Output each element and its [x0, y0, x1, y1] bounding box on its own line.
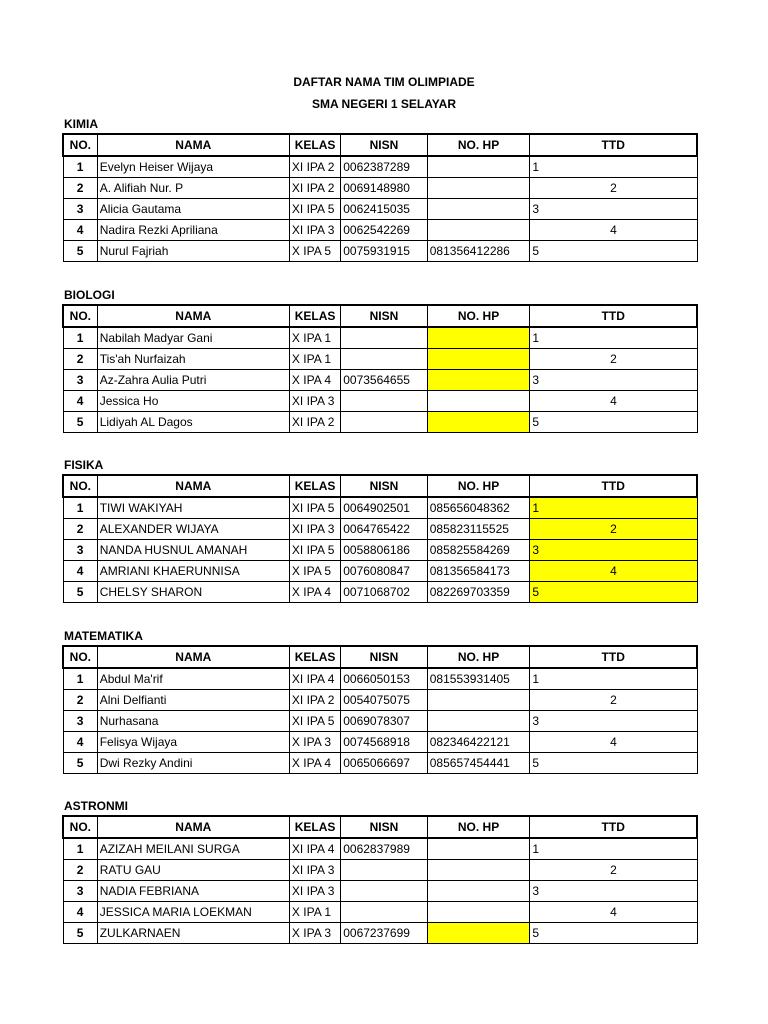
cell-nama: Alni Delfianti	[97, 690, 289, 711]
cell-hp: 081356584173	[427, 561, 530, 582]
cell-hp	[427, 711, 530, 732]
column-header-no: NO.	[63, 816, 97, 838]
section-matematika	[62, 628, 698, 774]
cell-nisn: 0054075075	[341, 690, 428, 711]
cell-nisn: 0062415035	[341, 199, 428, 220]
cell-no: 3	[63, 540, 97, 561]
cell-nama: Nurhasana	[97, 711, 289, 732]
table-row	[63, 370, 697, 391]
cell-hp	[427, 860, 530, 881]
table-row	[63, 349, 697, 370]
table-header-row	[63, 134, 697, 156]
cell-hp: 085825584269	[427, 540, 530, 561]
cell-ttd: 4	[530, 732, 697, 753]
cell-ttd: 1	[530, 497, 697, 519]
cell-no: 5	[63, 753, 97, 774]
section-biologi	[62, 287, 698, 433]
cell-nisn: 0069148980	[341, 178, 428, 199]
table-row	[63, 902, 697, 923]
school-name: SMA NEGERI 1 SELAYAR	[311, 97, 457, 111]
table-header-row	[63, 475, 697, 497]
cell-nisn	[341, 881, 428, 902]
cell-kelas: X IPA 1	[289, 349, 340, 370]
cell-kelas: X IPA 4	[289, 370, 340, 391]
cell-kelas: X IPA 3	[289, 923, 340, 944]
cell-hp	[427, 923, 530, 944]
column-header-ttd: TTD	[530, 816, 697, 838]
table-row	[63, 519, 697, 540]
cell-no: 1	[63, 838, 97, 860]
cell-kelas: XI IPA 2	[289, 156, 340, 178]
cell-ttd: 5	[530, 582, 697, 603]
cell-ttd: 1	[530, 327, 697, 349]
column-header-hp: NO. HP	[427, 646, 530, 668]
cell-no: 5	[63, 923, 97, 944]
cell-no: 5	[63, 412, 97, 433]
cell-hp: 085656048362	[427, 497, 530, 519]
table-row	[63, 711, 697, 732]
column-header-no: NO.	[63, 475, 97, 497]
cell-no: 2	[63, 178, 97, 199]
table-row	[63, 668, 697, 690]
cell-kelas: XI IPA 3	[289, 860, 340, 881]
cell-no: 4	[63, 902, 97, 923]
cell-nama: NANDA HUSNUL AMANAH	[97, 540, 289, 561]
cell-kelas: X IPA 5	[289, 561, 340, 582]
column-header-ttd: TTD	[530, 646, 697, 668]
cell-nisn	[341, 349, 428, 370]
cell-nisn: 0069078307	[341, 711, 428, 732]
cell-nisn: 0062387289	[341, 156, 428, 178]
column-header-ttd: TTD	[530, 305, 697, 327]
column-header-hp: NO. HP	[427, 475, 530, 497]
cell-hp: 082269703359	[427, 582, 530, 603]
cell-nama: AMRIANI KHAERUNNISA	[97, 561, 289, 582]
column-header-kelas: KELAS	[289, 816, 340, 838]
cell-ttd: 3	[530, 881, 697, 902]
cell-hp	[427, 370, 530, 391]
cell-no: 1	[63, 668, 97, 690]
cell-kelas: X IPA 5	[289, 241, 340, 262]
cell-nama: TIWI WAKIYAH	[97, 497, 289, 519]
cell-hp	[427, 881, 530, 902]
cell-kelas: XI IPA 3	[289, 220, 340, 241]
column-header-nisn: NISN	[341, 134, 428, 156]
cell-no: 2	[63, 519, 97, 540]
column-header-nama: NAMA	[97, 134, 289, 156]
column-header-hp: NO. HP	[427, 134, 530, 156]
section-label: BIOLOGI	[64, 288, 115, 302]
cell-ttd: 3	[530, 540, 697, 561]
cell-nama: Evelyn Heiser Wijaya	[97, 156, 289, 178]
cell-ttd: 3	[530, 370, 697, 391]
table-row	[63, 753, 697, 774]
cell-nama: Nabilah Madyar Gani	[97, 327, 289, 349]
cell-nama: Dwi Rezky Andini	[97, 753, 289, 774]
cell-hp: 081356412286	[427, 241, 530, 262]
cell-nama: ZULKARNAEN	[97, 923, 289, 944]
cell-ttd: 3	[530, 711, 697, 732]
cell-nama: Jessica Ho	[97, 391, 289, 412]
cell-kelas: XI IPA 2	[289, 178, 340, 199]
table-row	[63, 923, 697, 944]
cell-ttd: 5	[530, 753, 697, 774]
cell-nisn	[341, 391, 428, 412]
table-row	[63, 497, 697, 519]
table-header-row	[63, 646, 697, 668]
cell-ttd: 4	[530, 220, 697, 241]
column-header-no: NO.	[63, 305, 97, 327]
cell-no: 4	[63, 561, 97, 582]
cell-nama: Lidiyah AL Dagos	[97, 412, 289, 433]
table-row	[63, 838, 697, 860]
roster-table	[62, 474, 698, 603]
cell-kelas: X IPA 1	[289, 902, 340, 923]
cell-hp	[427, 178, 530, 199]
cell-nama: AZIZAH MEILANI SURGA	[97, 838, 289, 860]
cell-hp	[427, 690, 530, 711]
cell-no: 1	[63, 156, 97, 178]
cell-no: 3	[63, 881, 97, 902]
cell-nama: Az-Zahra Aulia Putri	[97, 370, 289, 391]
table-row	[63, 199, 697, 220]
cell-kelas: X IPA 1	[289, 327, 340, 349]
cell-kelas: XI IPA 4	[289, 838, 340, 860]
column-header-nama: NAMA	[97, 475, 289, 497]
table-row	[63, 220, 697, 241]
table-row	[63, 327, 697, 349]
section-label: MATEMATIKA	[64, 629, 143, 643]
cell-ttd: 5	[530, 923, 697, 944]
cell-nama: ALEXANDER WIJAYA	[97, 519, 289, 540]
cell-nisn: 0062837989	[341, 838, 428, 860]
cell-no: 1	[63, 497, 97, 519]
column-header-nisn: NISN	[341, 816, 428, 838]
column-header-hp: NO. HP	[427, 816, 530, 838]
cell-nisn: 0065066697	[341, 753, 428, 774]
table-row	[63, 412, 697, 433]
cell-hp	[427, 902, 530, 923]
cell-nama: Nurul Fajriah	[97, 241, 289, 262]
section-label: KIMIA	[64, 117, 98, 131]
cell-hp	[427, 156, 530, 178]
cell-nama: Felisya Wijaya	[97, 732, 289, 753]
cell-nisn: 0075931915	[341, 241, 428, 262]
cell-nisn: 0074568918	[341, 732, 428, 753]
document-title: DAFTAR NAMA TIM OLIMPIADE	[293, 75, 475, 89]
cell-nisn: 0066050153	[341, 668, 428, 690]
column-header-nisn: NISN	[341, 646, 428, 668]
table-row	[63, 178, 697, 199]
cell-ttd: 2	[530, 860, 697, 881]
cell-nama: Tis'ah Nurfaizah	[97, 349, 289, 370]
table-row	[63, 156, 697, 178]
column-header-nama: NAMA	[97, 646, 289, 668]
cell-ttd: 2	[530, 349, 697, 370]
cell-nama: NADIA FEBRIANA	[97, 881, 289, 902]
cell-ttd: 1	[530, 838, 697, 860]
column-header-kelas: KELAS	[289, 305, 340, 327]
cell-nisn	[341, 902, 428, 923]
cell-kelas: XI IPA 2	[289, 412, 340, 433]
cell-kelas: XI IPA 5	[289, 497, 340, 519]
cell-ttd: 4	[530, 902, 697, 923]
column-header-no: NO.	[63, 134, 97, 156]
column-header-ttd: TTD	[530, 134, 697, 156]
cell-no: 4	[63, 391, 97, 412]
column-header-hp: NO. HP	[427, 305, 530, 327]
cell-ttd: 4	[530, 561, 697, 582]
cell-no: 2	[63, 690, 97, 711]
cell-nisn	[341, 412, 428, 433]
cell-ttd: 3	[530, 199, 697, 220]
cell-nama: A. Alifiah Nur. P	[97, 178, 289, 199]
cell-kelas: XI IPA 5	[289, 711, 340, 732]
cell-kelas: X IPA 3	[289, 732, 340, 753]
cell-no: 3	[63, 370, 97, 391]
cell-nisn: 0064902501	[341, 497, 428, 519]
cell-kelas: XI IPA 4	[289, 668, 340, 690]
cell-kelas: XI IPA 3	[289, 391, 340, 412]
cell-kelas: XI IPA 5	[289, 199, 340, 220]
cell-no: 2	[63, 860, 97, 881]
table-header-row	[63, 305, 697, 327]
roster-table	[62, 815, 698, 944]
table-row	[63, 540, 697, 561]
cell-ttd: 5	[530, 412, 697, 433]
column-header-no: NO.	[63, 646, 97, 668]
table-row	[63, 391, 697, 412]
cell-no: 1	[63, 327, 97, 349]
table-row	[63, 582, 697, 603]
column-header-nama: NAMA	[97, 305, 289, 327]
cell-nama: Nadira Rezki Apriliana	[97, 220, 289, 241]
cell-kelas: X IPA 4	[289, 753, 340, 774]
section-kimia	[62, 116, 698, 262]
roster-table	[62, 133, 698, 262]
cell-kelas: X IPA 4	[289, 582, 340, 603]
cell-no: 4	[63, 732, 97, 753]
table-header-row	[63, 816, 697, 838]
cell-hp	[427, 327, 530, 349]
table-row	[63, 860, 697, 881]
cell-nisn	[341, 327, 428, 349]
cell-nama: CHELSY SHARON	[97, 582, 289, 603]
cell-nama: Abdul Ma'rif	[97, 668, 289, 690]
cell-hp	[427, 412, 530, 433]
roster-table	[62, 645, 698, 774]
cell-nisn	[341, 860, 428, 881]
cell-no: 5	[63, 582, 97, 603]
cell-no: 4	[63, 220, 97, 241]
cell-ttd: 2	[530, 690, 697, 711]
cell-no: 5	[63, 241, 97, 262]
cell-no: 3	[63, 711, 97, 732]
section-label: FISIKA	[64, 458, 104, 472]
section-astronmi	[62, 798, 698, 944]
table-row	[63, 561, 697, 582]
cell-ttd: 1	[530, 156, 697, 178]
cell-ttd: 4	[530, 391, 697, 412]
cell-nama: JESSICA MARIA LOEKMAN	[97, 902, 289, 923]
table-row	[63, 732, 697, 753]
column-header-nama: NAMA	[97, 816, 289, 838]
cell-hp	[427, 391, 530, 412]
cell-ttd: 2	[530, 519, 697, 540]
cell-kelas: XI IPA 2	[289, 690, 340, 711]
cell-hp	[427, 349, 530, 370]
cell-hp: 081553931405	[427, 668, 530, 690]
cell-hp: 085823115525	[427, 519, 530, 540]
cell-nisn: 0076080847	[341, 561, 428, 582]
column-header-kelas: KELAS	[289, 134, 340, 156]
cell-hp	[427, 220, 530, 241]
column-header-ttd: TTD	[530, 475, 697, 497]
column-header-kelas: KELAS	[289, 646, 340, 668]
cell-nisn: 0058806186	[341, 540, 428, 561]
cell-no: 2	[63, 349, 97, 370]
cell-ttd: 2	[530, 178, 697, 199]
section-fisika	[62, 457, 698, 603]
table-row	[63, 881, 697, 902]
cell-nisn: 0067237699	[341, 923, 428, 944]
cell-hp: 085657454441	[427, 753, 530, 774]
cell-ttd: 5	[530, 241, 697, 262]
cell-ttd: 1	[530, 668, 697, 690]
cell-hp	[427, 838, 530, 860]
cell-kelas: XI IPA 3	[289, 519, 340, 540]
column-header-kelas: KELAS	[289, 475, 340, 497]
cell-nisn: 0073564655	[341, 370, 428, 391]
column-header-nisn: NISN	[341, 305, 428, 327]
cell-nama: Alicia Gautama	[97, 199, 289, 220]
cell-kelas: XI IPA 3	[289, 881, 340, 902]
table-row	[63, 690, 697, 711]
cell-nisn: 0064765422	[341, 519, 428, 540]
cell-no: 3	[63, 199, 97, 220]
table-row	[63, 241, 697, 262]
cell-nama: RATU GAU	[97, 860, 289, 881]
cell-hp: 082346422121	[427, 732, 530, 753]
roster-table	[62, 304, 698, 433]
cell-nisn: 0071068702	[341, 582, 428, 603]
column-header-nisn: NISN	[341, 475, 428, 497]
cell-kelas: XI IPA 5	[289, 540, 340, 561]
cell-nisn: 0062542269	[341, 220, 428, 241]
cell-hp	[427, 199, 530, 220]
section-label: ASTRONMI	[64, 799, 128, 813]
